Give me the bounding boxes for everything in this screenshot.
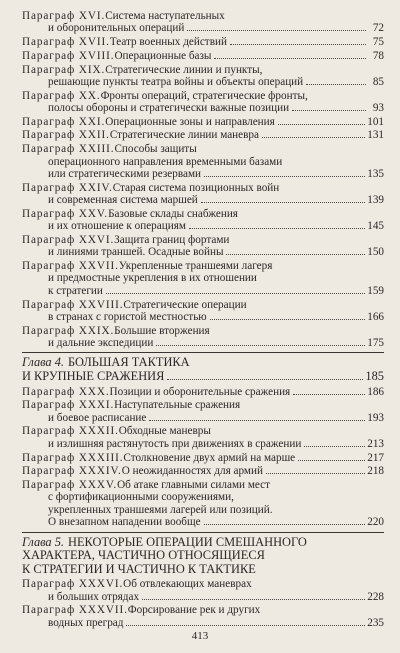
dot-leader bbox=[226, 254, 365, 255]
page-ref: 93 bbox=[372, 102, 384, 115]
toc-entry-line bbox=[22, 452, 384, 464]
dot-leader bbox=[293, 394, 365, 395]
page-ref: 186 bbox=[367, 385, 384, 398]
toc-entry bbox=[22, 465, 384, 477]
toc-entry-line bbox=[22, 182, 384, 194]
page-ref: 85 bbox=[372, 75, 384, 88]
toc-entry-line bbox=[22, 591, 384, 603]
toc-entry bbox=[22, 116, 384, 128]
paragraph-title-line: О внезапном нападении вообще bbox=[48, 516, 201, 529]
paragraph-label: Параграф XXVI. bbox=[22, 233, 115, 246]
toc-entry-line bbox=[22, 260, 384, 272]
dot-leader bbox=[187, 30, 366, 31]
page-ref: 101 bbox=[367, 115, 384, 128]
paragraph-title-line: Стратегические линии и пункты, bbox=[105, 63, 263, 76]
toc-entry-line bbox=[22, 399, 384, 411]
toc-entry-line bbox=[22, 465, 384, 477]
page-ref: 217 bbox=[367, 451, 384, 464]
toc-entry bbox=[22, 325, 384, 350]
page-ref: 218 bbox=[367, 465, 384, 478]
dot-leader bbox=[204, 176, 365, 177]
toc-entry bbox=[22, 129, 384, 141]
page-ref: 220 bbox=[367, 516, 384, 529]
paragraph-label: Параграф XXXVII. bbox=[22, 604, 128, 617]
paragraph-title-line: и предмостные укрепления в их отношении bbox=[48, 272, 257, 285]
paragraph-label: Параграф XXIV. bbox=[22, 181, 113, 194]
paragraph-label: Параграф XXVII. bbox=[22, 259, 119, 272]
paragraph-label: Параграф XXVIII. bbox=[22, 298, 124, 311]
page-ref: 193 bbox=[367, 411, 384, 424]
paragraph-title-line: и излишняя растянутость при движениях в сражении bbox=[48, 437, 302, 450]
paragraph-title-line: и их отношение к операциям bbox=[48, 220, 186, 233]
dot-leader bbox=[278, 124, 365, 125]
page-ref: 131 bbox=[367, 129, 384, 142]
toc-entry-line bbox=[22, 22, 384, 34]
toc-entry-line bbox=[22, 386, 384, 398]
paragraph-label: Параграф XXXIII. bbox=[22, 451, 124, 464]
toc-entry bbox=[22, 425, 384, 450]
paragraph-title-line: и дальние экспедиции bbox=[48, 337, 154, 350]
paragraph-label: Параграф XVI. bbox=[22, 10, 106, 22]
toc-entry-line bbox=[22, 438, 384, 450]
paragraph-title-line: Старая система позиционных войн bbox=[112, 181, 280, 194]
chapter-title-line bbox=[22, 356, 384, 370]
paragraph-title-line: водных преград bbox=[48, 616, 124, 629]
dot-leader bbox=[210, 319, 366, 320]
paragraph-title-line: решающие пункты театра войны и объекты операций bbox=[48, 75, 304, 88]
dot-leader bbox=[230, 44, 366, 45]
toc-entry-line bbox=[22, 102, 384, 114]
toc-entry-line bbox=[22, 220, 384, 232]
paragraph-title-line: и линиями траншей. Осадные войны bbox=[48, 246, 224, 259]
page-ref: 175 bbox=[367, 337, 384, 350]
dot-leader bbox=[266, 473, 365, 474]
paragraph-title-line: укрепленных траншеями лагерей или позиций. bbox=[48, 503, 273, 516]
toc-entry-line bbox=[22, 604, 384, 616]
paragraph-label: Параграф XXXV. bbox=[22, 478, 118, 491]
paragraph-title-line: к стратегии bbox=[48, 284, 103, 297]
toc-entry bbox=[22, 399, 384, 424]
chapter-title: И КРУПНЫЕ СРАЖЕНИЯ bbox=[22, 369, 165, 384]
paragraph-title-line: Укрепленные траншеями лагеря bbox=[118, 259, 273, 272]
page-ref: 185 bbox=[365, 369, 384, 384]
dot-leader bbox=[204, 524, 366, 525]
chapter-title-line bbox=[22, 536, 384, 550]
paragraph-label: Параграф XXXII. bbox=[22, 425, 119, 438]
dot-leader bbox=[189, 228, 365, 229]
page-ref: 150 bbox=[367, 246, 384, 259]
toc-entry-line bbox=[22, 412, 384, 424]
toc-entry-line bbox=[22, 64, 384, 76]
toc-entry-line bbox=[22, 578, 384, 590]
page-ref: 159 bbox=[367, 284, 384, 297]
toc-entry bbox=[22, 143, 384, 180]
toc-entry-line bbox=[22, 246, 384, 258]
toc-entry-line bbox=[22, 116, 384, 128]
paragraph-label: Параграф XVIII. bbox=[22, 49, 115, 62]
page-ref: 72 bbox=[372, 22, 384, 35]
toc-entry-line bbox=[22, 234, 384, 246]
paragraph-title-line: Форсирование рек и других bbox=[127, 604, 261, 617]
toc-entry-line bbox=[22, 50, 384, 62]
toc-entry-line bbox=[22, 425, 384, 437]
paragraph-label: Параграф XXXVI. bbox=[22, 578, 124, 591]
dot-leader bbox=[149, 420, 365, 421]
paragraph-title-line: и современная система маршей bbox=[48, 194, 198, 207]
paragraph-title-line: Операционные зоны и направления bbox=[105, 115, 275, 128]
section-divider bbox=[22, 532, 384, 533]
toc-entry bbox=[22, 234, 384, 259]
toc-entry-line bbox=[22, 10, 384, 22]
toc-entry bbox=[22, 208, 384, 233]
toc-entry-line bbox=[22, 168, 384, 180]
toc-entry-line bbox=[22, 272, 384, 284]
toc-entry-line bbox=[22, 311, 384, 323]
chapter-title: БОЛЬШАЯ ТАКТИКА bbox=[68, 355, 190, 370]
paragraph-title-line: Столкновение двух армий на марше bbox=[123, 451, 296, 464]
page-ref: 235 bbox=[367, 616, 384, 629]
toc-entry-line bbox=[22, 36, 384, 48]
paragraph-title-line: Стратегические линии маневра bbox=[109, 129, 259, 142]
toc-entry-line bbox=[22, 337, 384, 349]
toc-entry-line bbox=[22, 129, 384, 141]
page-ref: 145 bbox=[367, 220, 384, 233]
paragraph-label: Параграф XXV. bbox=[22, 207, 109, 220]
page-ref: 135 bbox=[367, 167, 384, 180]
page-number: 413 bbox=[191, 630, 209, 642]
toc-entry-line bbox=[22, 516, 384, 528]
toc-entry bbox=[22, 36, 384, 48]
paragraph-title-line: Об атаке главными силами мест bbox=[117, 478, 270, 491]
toc-entry-line bbox=[22, 479, 384, 491]
toc-section-chapter5 bbox=[22, 578, 384, 629]
dot-leader bbox=[167, 379, 363, 380]
paragraph-title-line: Операционные базы bbox=[114, 49, 212, 62]
toc-entry-line bbox=[22, 504, 384, 516]
paragraph-label: Параграф XXIII. bbox=[22, 143, 115, 156]
toc-entry-line bbox=[22, 299, 384, 311]
toc-section-chapter3 bbox=[22, 10, 384, 349]
chapter-label: Глава 4. bbox=[22, 355, 65, 370]
paragraph-title-line: О неожиданностях для армий bbox=[121, 465, 263, 478]
toc-entry bbox=[22, 299, 384, 324]
toc-entry bbox=[22, 182, 384, 207]
chapter-title: ХАРАКТЕРА, ЧАСТИЧНО ОТНОСЯЩИЕСЯ bbox=[22, 548, 265, 563]
paragraph-label: Параграф XXXIV. bbox=[22, 465, 122, 478]
page-ref: 139 bbox=[367, 194, 384, 207]
paragraph-title-line: Об отвлекающих маневрах bbox=[123, 578, 252, 591]
chapter-title: К СТРАТЕГИИ И ЧАСТИЧНО К ТАКТИКЕ bbox=[22, 561, 256, 576]
paragraph-label: Параграф XIX. bbox=[22, 63, 106, 76]
paragraph-title-line: Большие вторжения bbox=[114, 324, 210, 337]
paragraph-title-line: Позиции и оборонительные сражения bbox=[109, 385, 291, 398]
toc-entry-line bbox=[22, 285, 384, 297]
toc-entry bbox=[22, 90, 384, 115]
page-ref: 213 bbox=[367, 437, 384, 450]
paragraph-title-line: или стратегическими резервами bbox=[48, 167, 202, 180]
paragraph-title-line: Обходные маневры bbox=[118, 425, 211, 438]
toc-entry bbox=[22, 64, 384, 89]
paragraph-title-line: полосы обороны и стратегически важные позиции bbox=[48, 102, 290, 115]
chapter-title-line bbox=[22, 370, 384, 384]
dot-leader bbox=[298, 460, 365, 461]
toc-entry bbox=[22, 578, 384, 603]
paragraph-title-line: Способы защиты bbox=[114, 143, 197, 156]
paragraph-title-line: Базовые склады снабжения bbox=[108, 207, 238, 220]
toc-entry-line bbox=[22, 617, 384, 629]
toc-entry-line bbox=[22, 208, 384, 220]
paragraph-title-line: с фортификационными сооружениями, bbox=[48, 491, 234, 504]
paragraph-label: Параграф XX. bbox=[22, 89, 101, 102]
dot-leader bbox=[292, 110, 366, 111]
toc-entry-line bbox=[22, 143, 384, 155]
table-of-contents bbox=[22, 10, 384, 631]
toc-entry-line bbox=[22, 156, 384, 168]
toc-entry-line bbox=[22, 325, 384, 337]
toc-entry-line bbox=[22, 491, 384, 503]
dot-leader bbox=[106, 293, 365, 294]
dot-leader bbox=[201, 202, 365, 203]
paragraph-title-line: Театр военных действий bbox=[109, 36, 227, 49]
toc-entry bbox=[22, 260, 384, 297]
paragraph-title-line: и больших отрядах bbox=[48, 590, 140, 603]
paragraph-label: Параграф XXX. bbox=[22, 385, 110, 398]
toc-entry-line bbox=[22, 76, 384, 88]
chapter-5-heading bbox=[22, 536, 384, 577]
toc-entry bbox=[22, 604, 384, 629]
toc-entry bbox=[22, 479, 384, 529]
paragraph-title-line: в странах с гористой местностью bbox=[48, 310, 207, 323]
toc-entry bbox=[22, 386, 384, 398]
section-divider bbox=[22, 352, 384, 353]
toc-entry bbox=[22, 10, 384, 35]
paragraph-title-line: Фронты операций, стратегические фронты, bbox=[100, 89, 308, 102]
paragraph-title-line: и оборонительных операций bbox=[48, 22, 185, 35]
toc-entry-line bbox=[22, 194, 384, 206]
paragraph-label: Параграф XXII. bbox=[22, 129, 110, 142]
dot-leader bbox=[142, 599, 365, 600]
chapter-title: НЕКОТОРЫЕ ОПЕРАЦИИ СМЕШАННОГО bbox=[68, 534, 307, 549]
chapter-label: Глава 5. bbox=[22, 534, 65, 549]
dot-leader bbox=[304, 446, 365, 447]
paragraph-title-line: Стратегические операции bbox=[123, 298, 247, 311]
paragraph-title-line: Наступательные сражения bbox=[114, 399, 241, 412]
dot-leader bbox=[214, 58, 366, 59]
page-ref: 228 bbox=[367, 590, 384, 603]
paragraph-title-line: Система наступательных bbox=[105, 10, 225, 22]
paragraph-title-line: Защита границ фортами bbox=[114, 233, 230, 246]
chapter-title-line bbox=[22, 563, 384, 577]
page-ref: 75 bbox=[372, 36, 384, 49]
paragraph-label: Параграф XXIX. bbox=[22, 324, 115, 337]
dot-leader bbox=[156, 345, 365, 346]
chapter-title-line bbox=[22, 549, 384, 563]
paragraph-title-line: операционного направления временными базами bbox=[48, 155, 283, 168]
toc-section-chapter4 bbox=[22, 386, 384, 529]
chapter-4-heading bbox=[22, 356, 384, 383]
paragraph-label: Параграф XXXI. bbox=[22, 399, 115, 412]
page-ref: 78 bbox=[372, 49, 384, 62]
dot-leader bbox=[306, 84, 366, 85]
paragraph-label: Параграф XVII. bbox=[22, 36, 110, 49]
toc-entry bbox=[22, 50, 384, 62]
paragraph-title-line: и боевое расписание bbox=[48, 411, 147, 424]
toc-entry bbox=[22, 452, 384, 464]
dot-leader bbox=[262, 137, 365, 138]
page-ref: 166 bbox=[367, 310, 384, 323]
paragraph-label: Параграф XXI. bbox=[22, 115, 106, 128]
dot-leader bbox=[126, 625, 365, 626]
toc-entry-line bbox=[22, 90, 384, 102]
